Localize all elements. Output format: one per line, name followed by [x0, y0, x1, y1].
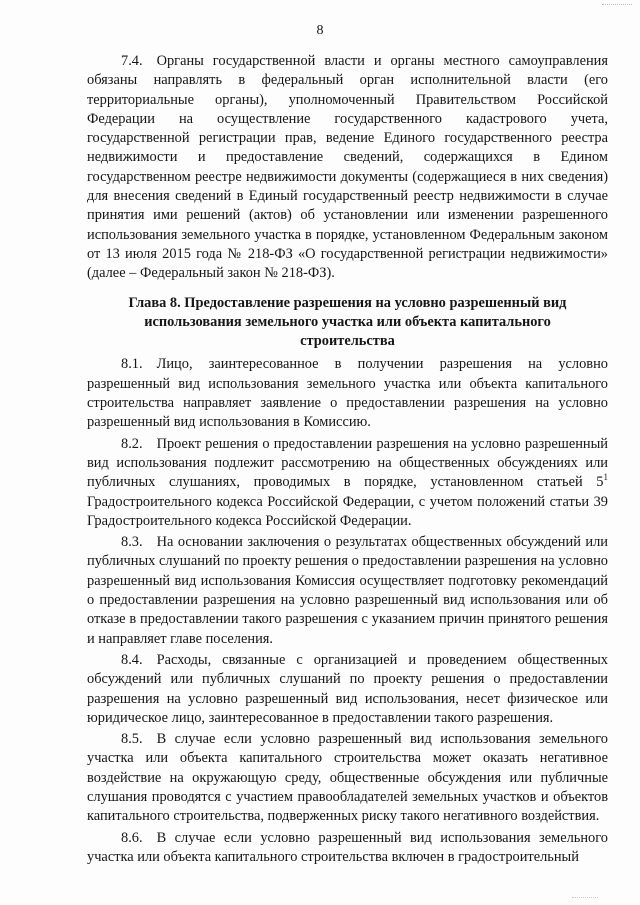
paragraph-number: 8.2. [121, 435, 143, 452]
paragraph-text: Градостроительного кодекса Российской Федерации, с учетом положений статьи 39 Градостроительного кодекса Российской Федерации. [87, 493, 608, 529]
paragraph-text: Расходы, связанные с организацией и проведением общественных обсуждений или публичных слушаний по проекту решения о предоставлении разрешения на условно разрешенный вид использования, несет физическое или юридическое лицо, заинтересованное в предоставлении такого разрешения. [87, 651, 608, 726]
paragraph-text: На основании заключения о результатах общественных обсуждений или публичных слушаний по проекту решения о предоставлении разрешения на условно разрешенный вид использования Комиссия осуществляет подготовку рекомендаций о предоставлении разрешения на условно разрешенный вид использования или об отказе в предоставлении такого разрешения с указанием причин принятого решения и направляет главе поселения. [87, 534, 608, 647]
paragraph-text: В случае если условно разрешенный вид использования земельного участка или объекта капитального строительства включен в градостроительный [87, 829, 608, 865]
paragraph-8-6 [87, 829, 608, 868]
paragraph-number: 7.4. [121, 53, 143, 69]
paragraph-7-4 [87, 52, 608, 284]
paragraph-text: Проект решения о предоставлении разрешения на условно разрешенный вид использования подлежит рассмотрению на общественных обсуждениях или публичных слушаниях, проводимых в порядке, установленном статьей 5 [87, 435, 608, 491]
chapter-title-line: строительства [300, 333, 395, 350]
paragraph-number: 8.1. [121, 356, 143, 373]
paragraph-8-4 [87, 651, 608, 728]
paragraph-number: 8.5. [121, 731, 143, 748]
paragraph-8-2 [87, 435, 608, 531]
paragraph-text: В случае если условно разрешенный вид использования земельного участка или объекта капитального строительства может оказать негативное воздействие на окружающую среду, общественные обсуждения или публичные слушания проводятся с участием правообладателей земельных участков и объектов капитального строительства, подверженных риску такого негативного воздействия. [87, 731, 608, 825]
page-number: 8 [316, 23, 324, 38]
chapter-8-heading [97, 294, 598, 352]
paragraph-text: Органы государственной власти и органы местного самоуправления обязаны направлять в федеральный орган исполнительной власти (его территориальные органы), уполномоченный Правительством Российской Федерации на осуществление государственного кадастрового учета, государственной регистрации прав, ведение Единого государственного реестра недвижимости и предоставление сведений, содержащихся в Едином государственном реестре недвижимости документы (содержащиеся в них сведения) для внесения сведений в Единый государственный реестр недвижимости в случае принятия ими решений (актов) об установлении или изменении разрешенного использования земельного участка в порядке, установленном Федеральным законом от 13 июля 2015 года № 218-ФЗ «О государственной регистрации недвижимости» (далее – Федеральный закон № 218-ФЗ). [87, 53, 608, 282]
paragraph-8-1 [87, 355, 608, 432]
document-body [87, 52, 608, 869]
chapter-title-line: Глава 8. Предоставление разрешения на условно разрешенный вид [128, 294, 567, 311]
superscript: 1 [603, 472, 608, 483]
paragraph-8-5 [87, 730, 608, 826]
scan-artifact [572, 897, 598, 901]
paragraph-number: 8.6. [121, 829, 143, 846]
chapter-title-line: использования земельного участка или объекта капитального [144, 313, 551, 330]
paragraph-number: 8.3. [121, 534, 143, 551]
paragraph-8-3 [87, 533, 608, 649]
scan-artifact [602, 0, 632, 5]
paragraph-number: 8.4. [121, 651, 143, 668]
paragraph-text: Лицо, заинтересованное в получении разрешения на условно разрешенный вид использования земельного участка или объекта капитального строительства направляет заявление о предоставлении разрешения на условно разрешенный вид использования в Комиссию. [87, 356, 608, 431]
